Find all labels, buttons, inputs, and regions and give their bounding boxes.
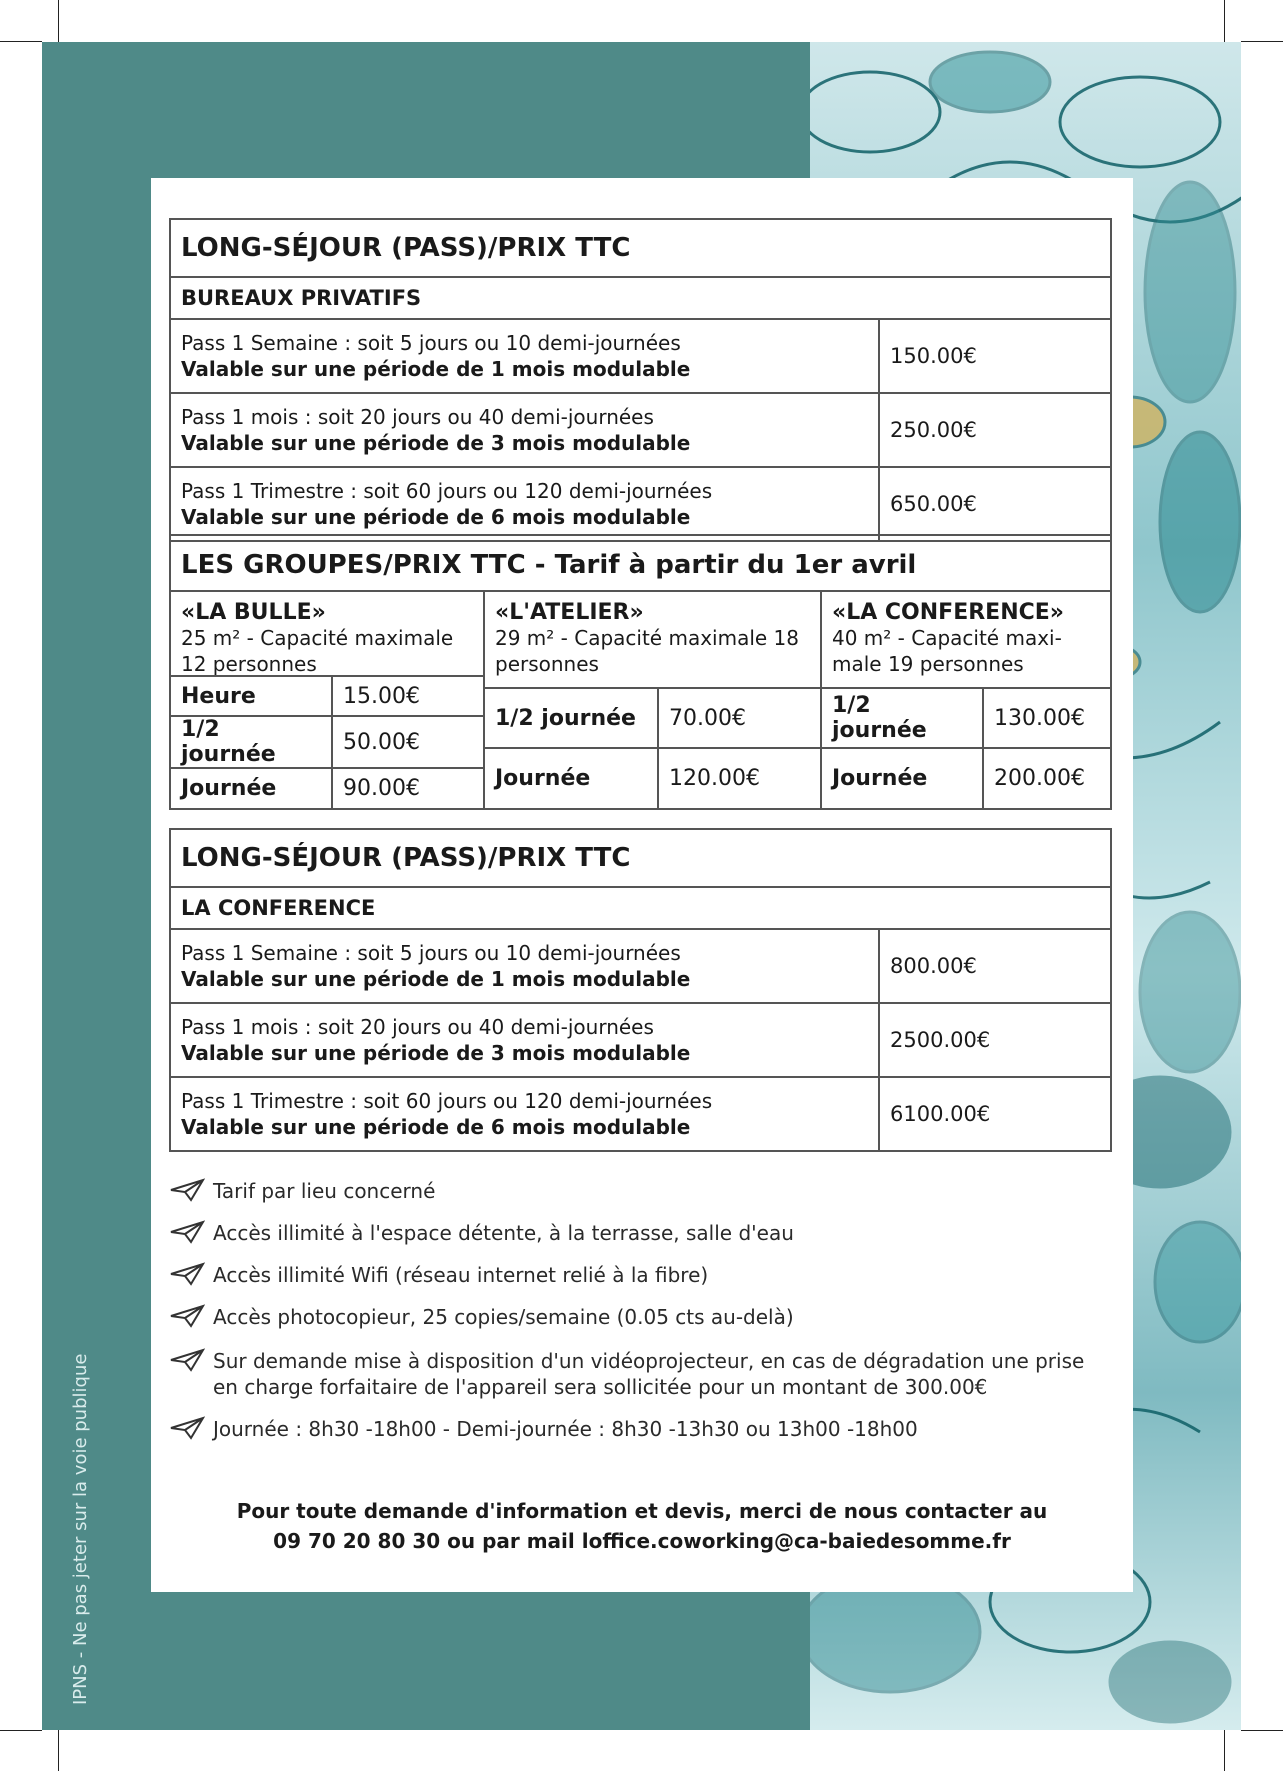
rate-label: 1/2 journée [822, 688, 983, 748]
group-rooms-table [169, 534, 1112, 810]
long-stay-office-table [169, 218, 1112, 542]
crop-mark [58, 0, 59, 42]
pass-name: Pass 1 Semaine : soit 5 jours ou 10 demi-journées [181, 941, 681, 965]
pass-validity: Valable sur une période de 6 mois modulable [181, 1115, 691, 1139]
list-item-text: Journée : 8h30 -18h00 - Demi-journée : 8h30 -13h30 ou 13h00 -18h00 [213, 1417, 918, 1441]
rate-label: Journée [485, 748, 658, 808]
pass-description [170, 1003, 879, 1077]
paper-plane-icon [169, 1304, 205, 1328]
price-card [151, 178, 1133, 1592]
pass-validity: Valable sur une période de 6 mois modulable [181, 505, 691, 529]
section-title: LONG-SÉJOUR (PASS)/PRIX TTC [170, 219, 1111, 277]
room-rates [822, 687, 1110, 808]
pass-description [170, 393, 879, 467]
crop-mark [0, 1730, 42, 1731]
section-subtitle: BUREAUX PRIVATIFS [170, 277, 1111, 319]
room-capacity: 25 m² - Capacité maximale 12 personnes [181, 626, 454, 676]
crop-mark [58, 1730, 59, 1771]
room-rates [485, 687, 820, 808]
rate-label: 1/2 journée [485, 688, 658, 748]
pass-description [170, 319, 879, 393]
room-name: «LA BULLE» [181, 600, 326, 625]
rate-label: Heure [171, 676, 332, 716]
pass-name: Pass 1 mois : soit 20 jours ou 40 demi-journées [181, 1015, 654, 1039]
paper-plane-icon [169, 1416, 205, 1440]
room-capacity: 29 m² - Capacité maximale 18 personnes [495, 626, 800, 676]
room-name: «L'ATELIER» [495, 600, 644, 625]
paper-plane-icon [169, 1220, 205, 1244]
contact-info [151, 1496, 1133, 1556]
rate-label: Journée [822, 748, 983, 808]
section-title: LONG-SÉJOUR (PASS)/PRIX TTC [170, 829, 1111, 887]
rate-price: 70.00€ [658, 688, 820, 748]
contact-line: Pour toute demande d'information et devis, merci de nous contacter au [236, 1499, 1048, 1523]
pass-price: 650.00€ [879, 467, 1111, 541]
crop-mark [1224, 1730, 1225, 1771]
pass-description [170, 929, 879, 1003]
rate-price: 50.00€ [332, 716, 483, 768]
crop-mark [1241, 1730, 1283, 1731]
table-row [170, 929, 1111, 1003]
pass-validity: Valable sur une période de 1 mois modulable [181, 967, 691, 991]
long-stay-conference-table [169, 828, 1112, 1152]
contact-line: 09 70 20 80 30 ou par mail loffice.coworking@ca-baiedesomme.fr [273, 1529, 1011, 1553]
rate-price: 90.00€ [332, 768, 483, 808]
pass-price: 250.00€ [879, 393, 1111, 467]
rate-price: 15.00€ [332, 676, 483, 716]
crop-mark [1224, 0, 1225, 42]
table-row [170, 467, 1111, 541]
table-row [170, 1077, 1111, 1151]
rate-price: 130.00€ [983, 688, 1110, 748]
table-row [170, 1003, 1111, 1077]
rate-label: Journée [171, 768, 332, 808]
room-la-bulle [171, 592, 483, 808]
room-capacity: 40 m² - Capacité maxi-male 19 personnes [832, 626, 1062, 676]
pass-validity: Valable sur une période de 1 mois modulable [181, 357, 691, 381]
pass-description [170, 1077, 879, 1151]
pass-price: 6100.00€ [879, 1077, 1111, 1151]
crop-mark [1241, 41, 1283, 42]
section-subtitle: LA CONFERENCE [170, 887, 1111, 929]
paper-plane-icon [169, 1178, 205, 1202]
list-item-text: Tarif par lieu concerné [213, 1179, 436, 1203]
list-item-text: Accès illimité Wifi (réseau internet relié à la fibre) [213, 1263, 709, 1287]
table-row [170, 393, 1111, 467]
table-row [170, 319, 1111, 393]
section-title: LES GROUPES/PRIX TTC - Tarif à partir du 1er avril [171, 536, 1110, 592]
list-item-text: Sur demande mise à disposition d'un vidéoprojecteur, en cas de dégradation une prise en charge forfaitaire de l'appareil sera sollicitée pour un montant de 300.00€ [213, 1349, 1085, 1399]
list-item-text: Accès photocopieur, 25 copies/semaine (0.05 cts au-delà) [213, 1305, 794, 1329]
room-rates [171, 675, 483, 808]
pass-price: 150.00€ [879, 319, 1111, 393]
pass-name: Pass 1 mois : soit 20 jours ou 40 demi-journées [181, 405, 654, 429]
pass-name: Pass 1 Trimestre : soit 60 jours ou 120 demi-journées [181, 1089, 713, 1113]
rate-price: 200.00€ [983, 748, 1110, 808]
pass-validity: Valable sur une période de 3 mois modulable [181, 431, 691, 455]
room-l-atelier [483, 592, 820, 808]
rate-price: 120.00€ [658, 748, 820, 808]
pass-price: 800.00€ [879, 929, 1111, 1003]
pass-description [170, 467, 879, 541]
pass-name: Pass 1 Trimestre : soit 60 jours ou 120 demi-journées [181, 479, 713, 503]
crop-mark [0, 41, 42, 42]
paper-plane-icon [169, 1348, 205, 1372]
room-la-conference [820, 592, 1110, 808]
list-item-text: Accès illimité à l'espace détente, à la terrasse, salle d'eau [213, 1221, 794, 1245]
pass-validity: Valable sur une période de 3 mois modulable [181, 1041, 691, 1065]
rate-label: 1/2 journée [171, 716, 332, 768]
paper-plane-icon [169, 1262, 205, 1286]
side-note: IPNS - Ne pas jeter sur la voie publique [70, 1353, 91, 1705]
room-name: «LA CONFERENCE» [832, 600, 1064, 625]
pass-price: 2500.00€ [879, 1003, 1111, 1077]
pass-name: Pass 1 Semaine : soit 5 jours ou 10 demi-journées [181, 331, 681, 355]
